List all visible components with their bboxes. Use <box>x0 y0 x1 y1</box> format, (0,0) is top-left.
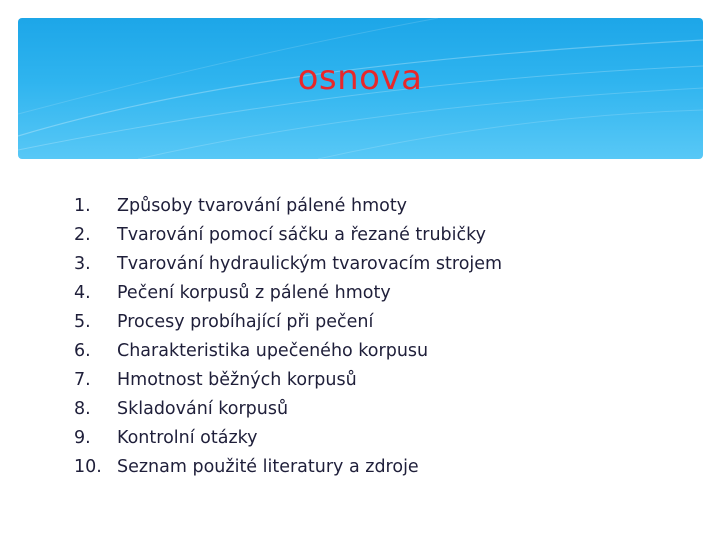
outline-item <box>74 395 694 424</box>
outline-item-number: 6. <box>74 341 91 361</box>
outline-item-text: Hmotnost běžných korpusů <box>117 370 357 390</box>
outline-item <box>74 366 694 395</box>
outline-item-text: Způsoby tvarování pálené hmoty <box>117 196 408 216</box>
outline-item <box>74 308 694 337</box>
outline-item-number: 5. <box>74 312 91 332</box>
outline-item-text: Kontrolní otázky <box>117 428 258 448</box>
outline-item-text: Pečení korpusů z pálené hmoty <box>117 283 391 303</box>
outline-item-text: Tvarování pomocí sáčku a řezané trubičky <box>117 225 487 245</box>
outline-item-number: 2. <box>74 225 91 245</box>
slide-title <box>0 58 720 98</box>
outline-list <box>74 192 694 482</box>
outline-item-number: 4. <box>74 283 91 303</box>
outline-item <box>74 250 694 279</box>
outline-item <box>74 337 694 366</box>
outline-item-text: Seznam použité literatury a zdroje <box>117 457 419 477</box>
outline-item-number: 7. <box>74 370 91 390</box>
outline-item <box>74 424 694 453</box>
outline-item-number: 1. <box>74 196 91 216</box>
outline-item <box>74 279 694 308</box>
outline-item-text: Tvarování hydraulickým tvarovacím strojem <box>117 254 503 274</box>
outline-item <box>74 221 694 250</box>
outline-item-number: 9. <box>74 428 91 448</box>
outline-item-text: Procesy probíhající při pečení <box>117 312 374 332</box>
outline-item-number: 10. <box>74 457 102 477</box>
outline-item <box>74 192 694 221</box>
slide-title-text: osnova <box>297 58 423 98</box>
outline-item-number: 8. <box>74 399 91 419</box>
outline-item <box>74 453 694 482</box>
outline-item-number: 3. <box>74 254 91 274</box>
outline-item-text: Skladování korpusů <box>117 399 289 419</box>
outline-item-text: Charakteristika upečeného korpusu <box>117 341 429 361</box>
